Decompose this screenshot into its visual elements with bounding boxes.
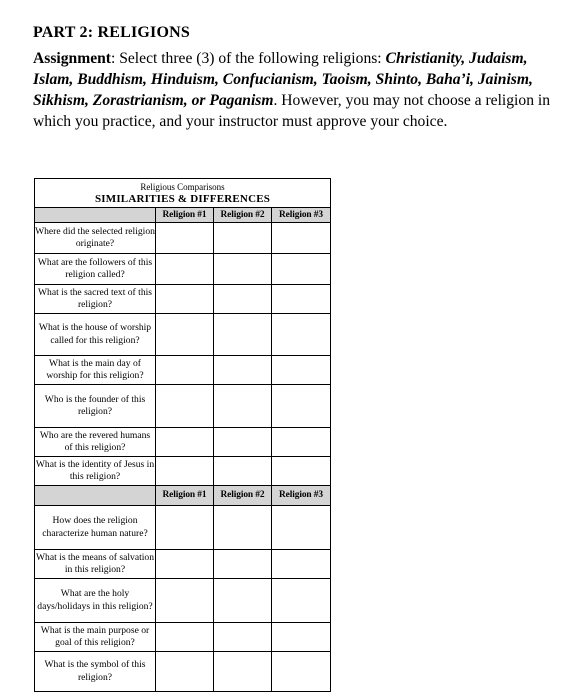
table-row bbox=[35, 285, 331, 314]
column-header-religion-3: Religion #3 bbox=[272, 486, 331, 506]
question-cell: What is the main purpose or goal of this religion? bbox=[35, 623, 156, 652]
answer-cell[interactable] bbox=[214, 356, 272, 385]
table-title-small: Religious Comparisons bbox=[140, 181, 225, 192]
assignment-rest: . However, you may not choose a religion in which you practice, and your instructor must approve your choice. bbox=[33, 92, 551, 130]
table-row bbox=[35, 314, 331, 356]
table-title-big: SIMILARITIES & DIFFERENCES bbox=[94, 192, 271, 205]
answer-cell[interactable] bbox=[156, 428, 214, 457]
answer-cell[interactable] bbox=[272, 428, 331, 457]
answer-cell[interactable] bbox=[272, 314, 331, 356]
answer-cell[interactable] bbox=[156, 652, 214, 692]
question-cell: What is the house of worship called for this religion? bbox=[35, 314, 156, 356]
table-title bbox=[35, 179, 331, 208]
table-row bbox=[35, 356, 331, 385]
header-blank-cell bbox=[35, 486, 156, 506]
answer-cell[interactable] bbox=[272, 550, 331, 579]
answer-cell[interactable] bbox=[156, 550, 214, 579]
answer-cell[interactable] bbox=[156, 623, 214, 652]
answer-cell[interactable] bbox=[156, 285, 214, 314]
question-cell: What is the means of salvation in this religion? bbox=[35, 550, 156, 579]
answer-cell[interactable] bbox=[214, 285, 272, 314]
question-cell: What are the followers of this religion called? bbox=[35, 254, 156, 285]
column-header-row bbox=[35, 486, 331, 506]
table-row bbox=[35, 623, 331, 652]
answer-cell[interactable] bbox=[272, 457, 331, 486]
assignment-intro: : Select three (3) of the following religions: bbox=[110, 50, 386, 67]
answer-cell[interactable] bbox=[156, 314, 214, 356]
assignment-label: Assignment bbox=[33, 50, 111, 67]
answer-cell[interactable] bbox=[156, 457, 214, 486]
answer-cell[interactable] bbox=[272, 623, 331, 652]
answer-cell[interactable] bbox=[156, 254, 214, 285]
religions-list: Christianity, Judaism, Islam, Buddhism, Hinduism, Confucianism, Taoism, Shinto, Baha’i, Jainism, Sikhism, Zorastrianism, or Paganism bbox=[33, 50, 533, 109]
question-cell: What is the main day of worship for this religion? bbox=[35, 356, 156, 385]
table-row bbox=[35, 550, 331, 579]
answer-cell[interactable] bbox=[214, 550, 272, 579]
answer-cell[interactable] bbox=[214, 457, 272, 486]
column-header-religion-1: Religion #1 bbox=[156, 208, 214, 223]
header-blank-cell bbox=[35, 208, 156, 223]
answer-cell[interactable] bbox=[272, 223, 331, 254]
answer-cell[interactable] bbox=[214, 428, 272, 457]
answer-cell[interactable] bbox=[214, 652, 272, 692]
column-header-religion-2: Religion #2 bbox=[214, 208, 272, 223]
answer-cell[interactable] bbox=[214, 506, 272, 550]
answer-cell[interactable] bbox=[272, 579, 331, 623]
table-row bbox=[35, 579, 331, 623]
answer-cell[interactable] bbox=[156, 385, 214, 428]
answer-cell[interactable] bbox=[156, 579, 214, 623]
question-cell: Who is the founder of this religion? bbox=[35, 385, 156, 428]
answer-cell[interactable] bbox=[272, 285, 331, 314]
assignment-paragraph bbox=[33, 48, 553, 132]
answer-cell[interactable] bbox=[272, 652, 331, 692]
table-row bbox=[35, 385, 331, 428]
answer-cell[interactable] bbox=[214, 314, 272, 356]
answer-cell[interactable] bbox=[272, 385, 331, 428]
answer-cell[interactable] bbox=[272, 356, 331, 385]
answer-cell[interactable] bbox=[214, 579, 272, 623]
table-row bbox=[35, 457, 331, 486]
question-cell: What is the symbol of this religion? bbox=[35, 652, 156, 692]
answer-cell[interactable] bbox=[214, 254, 272, 285]
answer-cell[interactable] bbox=[156, 356, 214, 385]
table-row bbox=[35, 223, 331, 254]
question-cell: What is the sacred text of this religion? bbox=[35, 285, 156, 314]
question-cell: What is the identity of Jesus in this religion? bbox=[35, 457, 156, 486]
answer-cell[interactable] bbox=[156, 506, 214, 550]
question-cell: What are the holy days/holidays in this religion? bbox=[35, 579, 156, 623]
column-header-religion-3: Religion #3 bbox=[272, 208, 331, 223]
question-cell: Who are the revered humans of this religion? bbox=[35, 428, 156, 457]
column-header-row bbox=[35, 208, 331, 223]
answer-cell[interactable] bbox=[156, 223, 214, 254]
table-row bbox=[35, 652, 331, 692]
answer-cell[interactable] bbox=[214, 385, 272, 428]
table-row bbox=[35, 254, 331, 285]
religious-comparisons-table bbox=[34, 178, 331, 692]
answer-cell[interactable] bbox=[214, 623, 272, 652]
answer-cell[interactable] bbox=[214, 223, 272, 254]
column-header-religion-1: Religion #1 bbox=[156, 486, 214, 506]
answer-cell[interactable] bbox=[272, 506, 331, 550]
question-cell: How does the religion characterize human nature? bbox=[35, 506, 156, 550]
answer-cell[interactable] bbox=[272, 254, 331, 285]
table-row bbox=[35, 428, 331, 457]
table-row bbox=[35, 506, 331, 550]
page-heading: PART 2: RELIGIONS bbox=[33, 24, 190, 41]
question-cell: Where did the selected religion originate? bbox=[35, 223, 156, 254]
column-header-religion-2: Religion #2 bbox=[214, 486, 272, 506]
